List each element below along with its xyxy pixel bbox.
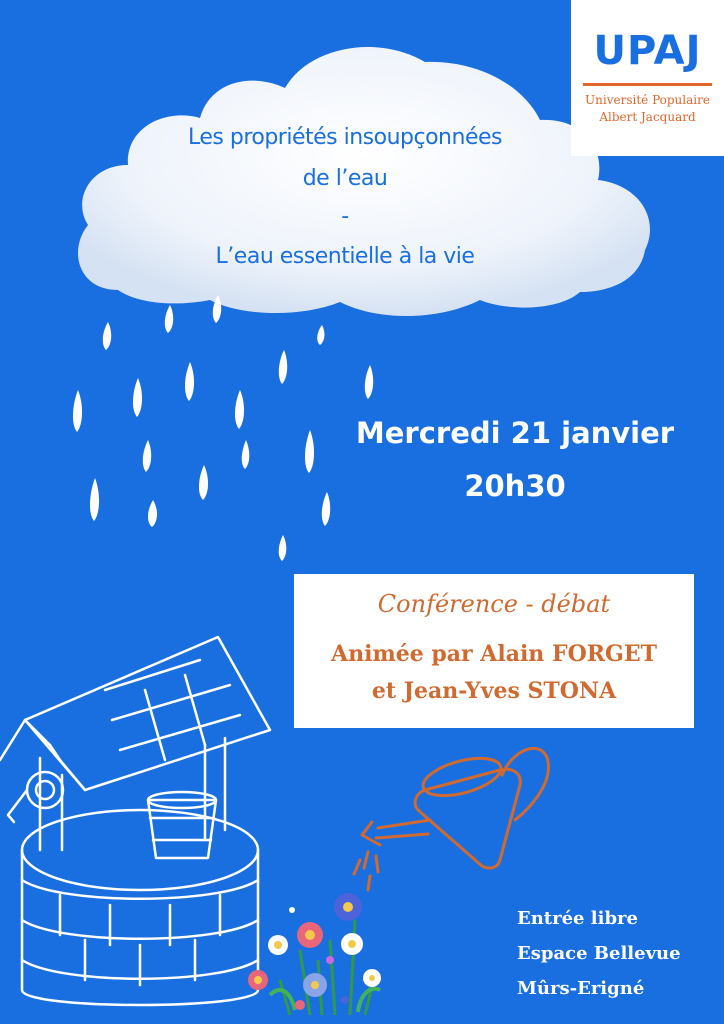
info-entry: Entrée libre <box>517 908 638 929</box>
raindrop-icon <box>199 465 208 500</box>
title-separator: - <box>341 204 349 229</box>
logo-divider <box>583 83 712 86</box>
title-line1: Les propriétés insoupçonnées <box>188 125 502 150</box>
raindrop-icon <box>90 478 99 521</box>
raindrop-icon <box>143 440 151 472</box>
info-town: Mûrs-Erigné <box>517 978 645 999</box>
raindrop-icon <box>103 322 111 350</box>
logo-subtitle-line2: Albert Jacquard <box>599 110 696 124</box>
raindrop-icon <box>279 535 287 561</box>
raindrop-icon <box>148 500 157 527</box>
title-line2: de l’eau <box>302 166 388 191</box>
raindrop-icon <box>185 362 194 401</box>
conference-host-line1: Animée par Alain FORGET <box>331 641 657 667</box>
watering-can-icon <box>354 748 548 890</box>
well-icon <box>0 637 270 1005</box>
logo-wordmark: UPAJ <box>593 28 702 74</box>
info-venue: Espace Bellevue <box>517 943 681 964</box>
conference-box <box>294 574 694 728</box>
raindrop-icon <box>133 378 142 417</box>
raindrop-icon <box>365 365 373 399</box>
title-line3: L’eau essentielle à la vie <box>215 244 475 269</box>
event-time: 20h30 <box>464 469 566 503</box>
raindrop-icon <box>242 440 250 469</box>
raindrop-icon <box>235 390 244 429</box>
upaj-logo <box>571 0 724 156</box>
logo-subtitle-line1: Université Populaire <box>585 93 710 107</box>
raindrop-icon <box>73 390 82 432</box>
raindrop-icon <box>317 325 324 345</box>
raindrop-icon <box>165 305 173 333</box>
conference-type: Conférence - débat <box>377 590 611 618</box>
raindrop-icon <box>279 350 287 384</box>
event-date: Mercredi 21 janvier <box>355 416 675 450</box>
flowers-icon <box>248 893 381 1015</box>
conference-host-line2: et Jean-Yves STONA <box>371 678 617 704</box>
